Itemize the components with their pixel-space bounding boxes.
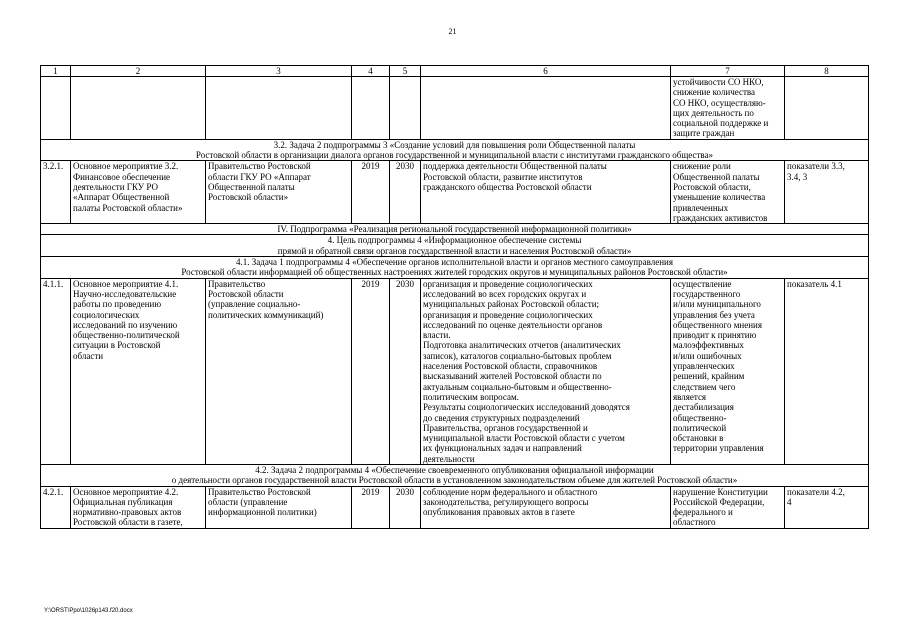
empty-cell [206, 77, 352, 140]
measure-name [71, 486, 206, 528]
measure-name [71, 161, 206, 224]
end-year: 2030 [390, 486, 421, 528]
cell-line: общественного мнения [673, 319, 762, 330]
cell-line: управленческих [673, 361, 735, 372]
cell-line: (управление социально- [208, 299, 301, 310]
cell-line: Результаты социологических исследований доводятся [423, 402, 630, 413]
measure-row [41, 486, 869, 528]
program-table [40, 65, 869, 529]
cell-line: дестабилизация [673, 402, 734, 413]
cell-line: решений, крайним [673, 371, 745, 382]
empty-cell [390, 77, 421, 140]
cell-line: показатель 4.1 [787, 278, 842, 289]
indicators [785, 278, 869, 464]
cell-line: до сведения структурных подразделений [423, 412, 580, 423]
cell-line: соблюдение норм федерального и областного [423, 486, 598, 497]
cell-line: социальной поддержке и [673, 118, 769, 129]
header-cell: 2 [71, 66, 206, 77]
measure-name [71, 278, 206, 464]
indicators [785, 486, 869, 528]
file-path-footer: Y:\ORST\Ppo\1026p143.f20.docx [44, 608, 133, 614]
empty-cell [41, 77, 71, 140]
cell-line: «Аппарат Общественной [73, 192, 170, 203]
header-cell: 6 [421, 66, 671, 77]
cell-line: нарушение Конституции [673, 486, 768, 497]
section-heading [41, 235, 869, 257]
cell-line: Правительство Ростовской [208, 486, 311, 497]
cell-line: опубликования правовых актов в газете [423, 507, 575, 518]
cell-line: Ростовской области в организации диалога органов государственной и муниципальной власти с институтами гражданского общества» [195, 150, 714, 161]
responsible-executor [206, 278, 352, 464]
consequences [671, 278, 785, 464]
header-cell: 7 [671, 66, 785, 77]
cell-line: Основное мероприятие 4.2. [73, 486, 179, 497]
empty-cell [421, 77, 671, 140]
section-heading-row [41, 139, 869, 161]
start-year: 2019 [352, 486, 390, 528]
cell-line: 4 [787, 496, 792, 507]
cell-line: Ростовской области, [673, 181, 751, 192]
cell-line: области [73, 350, 104, 361]
header-cell: 3 [206, 66, 352, 77]
responsible-executor [206, 161, 352, 224]
empty-cell [71, 77, 206, 140]
section-heading [41, 464, 869, 486]
cell-line: информационной политики) [208, 507, 317, 518]
section-heading-row [41, 464, 869, 486]
empty-cell [785, 77, 869, 140]
cell-line: области (управление [208, 496, 288, 507]
cell-line: Ростовской области [208, 288, 284, 299]
measure-row [41, 161, 869, 224]
start-year: 2019 [352, 161, 390, 224]
cell-line: политическим вопросам. [423, 391, 519, 402]
cell-line: Научно-исследовательские [73, 288, 177, 299]
cell-line: снижение роли [673, 161, 731, 172]
header-row [41, 66, 869, 77]
responsible-executor [206, 486, 352, 528]
cell-line: 3.4, 3 [787, 171, 808, 182]
end-year: 2030 [390, 278, 421, 464]
cell-line: малоэффективных [673, 340, 744, 351]
cell-line: социологических [73, 309, 140, 320]
cell-line: осуществление [673, 278, 732, 289]
cell-line: Ростовской области в газете, [73, 517, 183, 528]
cell-line: гражданских активистов [673, 212, 768, 223]
cell-line: Основное мероприятие 4.1. [73, 278, 179, 289]
cell-line: государственного [673, 288, 741, 299]
cell-line: 3.2. Задача 2 подпрограммы 3 «Создание условий для повышения роли Общественной палаты [273, 139, 636, 150]
cell-line: Правительство Ростовской [208, 161, 311, 172]
cell-line: Официальная публикация [73, 496, 173, 507]
section-heading [41, 224, 869, 235]
expected-result [421, 278, 671, 464]
cell-line: защите граждан [673, 128, 735, 139]
end-year: 2030 [390, 161, 421, 224]
cell-line: палаты Ростовской области» [73, 202, 183, 213]
section-heading [41, 257, 869, 279]
cell-line: муниципальной власти Ростовской области с учетом [423, 433, 625, 444]
cell-line: власти. [423, 330, 451, 341]
cell-line: территории управления [673, 443, 764, 454]
measure-number: 4.2.1. [41, 486, 71, 528]
cell-line: управления без учета [673, 309, 755, 320]
cell-line: актуальным социально-бытовым и общественно- [423, 381, 612, 392]
expected-result [421, 161, 671, 224]
cell-line: Правительство [208, 278, 266, 289]
cell-line: Подготовка аналитических отчетов (аналитических [423, 340, 621, 351]
cell-line: Ростовской области» [208, 192, 289, 203]
cell-line: ситуации в Ростовской [73, 340, 161, 351]
cell-line: их функциональных задач и направлений [423, 443, 582, 454]
header-cell: 4 [352, 66, 390, 77]
cell-line: населения Ростовской области, справочников [423, 361, 598, 372]
cell-line: Российской Федерации, [673, 496, 765, 507]
cell-line: поддержка деятельности Общественной палаты [423, 161, 607, 172]
cell-line: Общественной палаты [208, 181, 295, 192]
empty-cell [352, 77, 390, 140]
cell-line: Основное мероприятие 3.2. [73, 161, 179, 172]
cell-line: 4. Цель подпрограммы 4 «Информационное обеспечение системы [327, 235, 582, 246]
cell-line: снижение количества [673, 87, 756, 98]
cell-line: Ростовской области информацией об общественных настроениях жителей городских округов и муниципальных районов Ростовской области» [181, 267, 728, 278]
cell-line: деятельности ГКУ РО [73, 181, 159, 192]
cell-line: муниципальных районах Ростовской области; [423, 299, 600, 310]
cell-line: уменьшение количества [673, 192, 766, 203]
cell-line: работы по проведению [73, 299, 162, 310]
cell-line: является [673, 391, 707, 402]
measure-row [41, 278, 869, 464]
cell-line: 4.1. Задача 1 подпрограммы 4 «Обеспечение органов исполнительной власти и органов местного самоуправления [236, 257, 673, 268]
cell-line: показатели 3.3, [787, 161, 845, 172]
section-heading [41, 139, 869, 161]
cell-line: и/или муниципального [673, 299, 761, 310]
cell-line: исследований во всех городских округах и [423, 288, 587, 299]
cell-line: Общественной палаты [673, 171, 760, 182]
cell-line: политических коммуникаций) [208, 309, 324, 320]
consequences [671, 161, 785, 224]
measure-number: 4.1.1. [41, 278, 71, 464]
section-heading-row [41, 257, 869, 279]
cell-line: Ростовской области, развитие институтов [423, 171, 583, 182]
cell-line: Финансовое обеспечение [73, 171, 171, 182]
section-heading-row [41, 235, 869, 257]
cell-line: общественно- [673, 412, 727, 423]
cell-line: и/или ошибочных [673, 350, 742, 361]
cell-line: организация и проведение социологических [423, 278, 593, 289]
cell-line: высказываний жителей Ростовской области по [423, 371, 602, 382]
cell-line: следствием чего [673, 381, 736, 392]
risk-cell [671, 77, 785, 140]
cell-line: исследований по оценке деятельности органов [423, 319, 603, 330]
cell-line: общественно-политической [73, 330, 180, 341]
cell-line: прямой и обратной связи органов государственной власти и населения Ростовской области» [277, 245, 632, 256]
indicators [785, 161, 869, 224]
cell-line: СО НКО, осуществляю- [673, 97, 766, 108]
measure-number: 3.2.1. [41, 161, 71, 224]
header-cell: 5 [390, 66, 421, 77]
cell-line: областного [673, 517, 716, 528]
cell-line: обстановки в [673, 433, 724, 444]
consequences [671, 486, 785, 528]
cell-line: политической [673, 422, 727, 433]
cell-line: привлеченных [673, 202, 729, 213]
cell-line: приводит к принятию [673, 330, 757, 341]
cell-line: исследований по изучению [73, 319, 178, 330]
header-cell: 1 [41, 66, 71, 77]
cell-line: IV. Подпрограмма «Реализация региональной государственной информационной политики» [277, 224, 632, 235]
cell-line: законодательства, регулирующего вопросы [423, 496, 589, 507]
cell-line: щих деятельность по [673, 107, 754, 118]
cell-line: о деятельности органов государственной власти Ростовской области в установленном законодательством объеме для жителей Ростовской области» [171, 475, 738, 486]
cell-line: федерального и [673, 507, 733, 518]
expected-result [421, 486, 671, 528]
cell-line: 4.2. Задача 2 подпрограммы 4 «Обеспечение своевременного опубликования официальной информации [255, 464, 654, 475]
page-number: 21 [448, 27, 457, 36]
cell-line: Правительства, органов государственной и [423, 422, 588, 433]
cell-line: записок), каталогов социально-бытовых проблем [423, 350, 612, 361]
continuation-row [41, 77, 869, 140]
cell-line: области ГКУ РО «Аппарат [208, 171, 311, 182]
section-heading-row [41, 224, 869, 235]
cell-line: деятельности [423, 453, 475, 464]
cell-line: устойчивости СО НКО, [673, 77, 764, 87]
start-year: 2019 [352, 278, 390, 464]
header-cell: 8 [785, 66, 869, 77]
cell-line: нормативно-правовых актов [73, 507, 182, 518]
cell-line: организация и проведение социологических [423, 309, 593, 320]
cell-line: показатели 4.2, [787, 486, 845, 497]
cell-line: гражданского общества Ростовской области [423, 181, 592, 192]
